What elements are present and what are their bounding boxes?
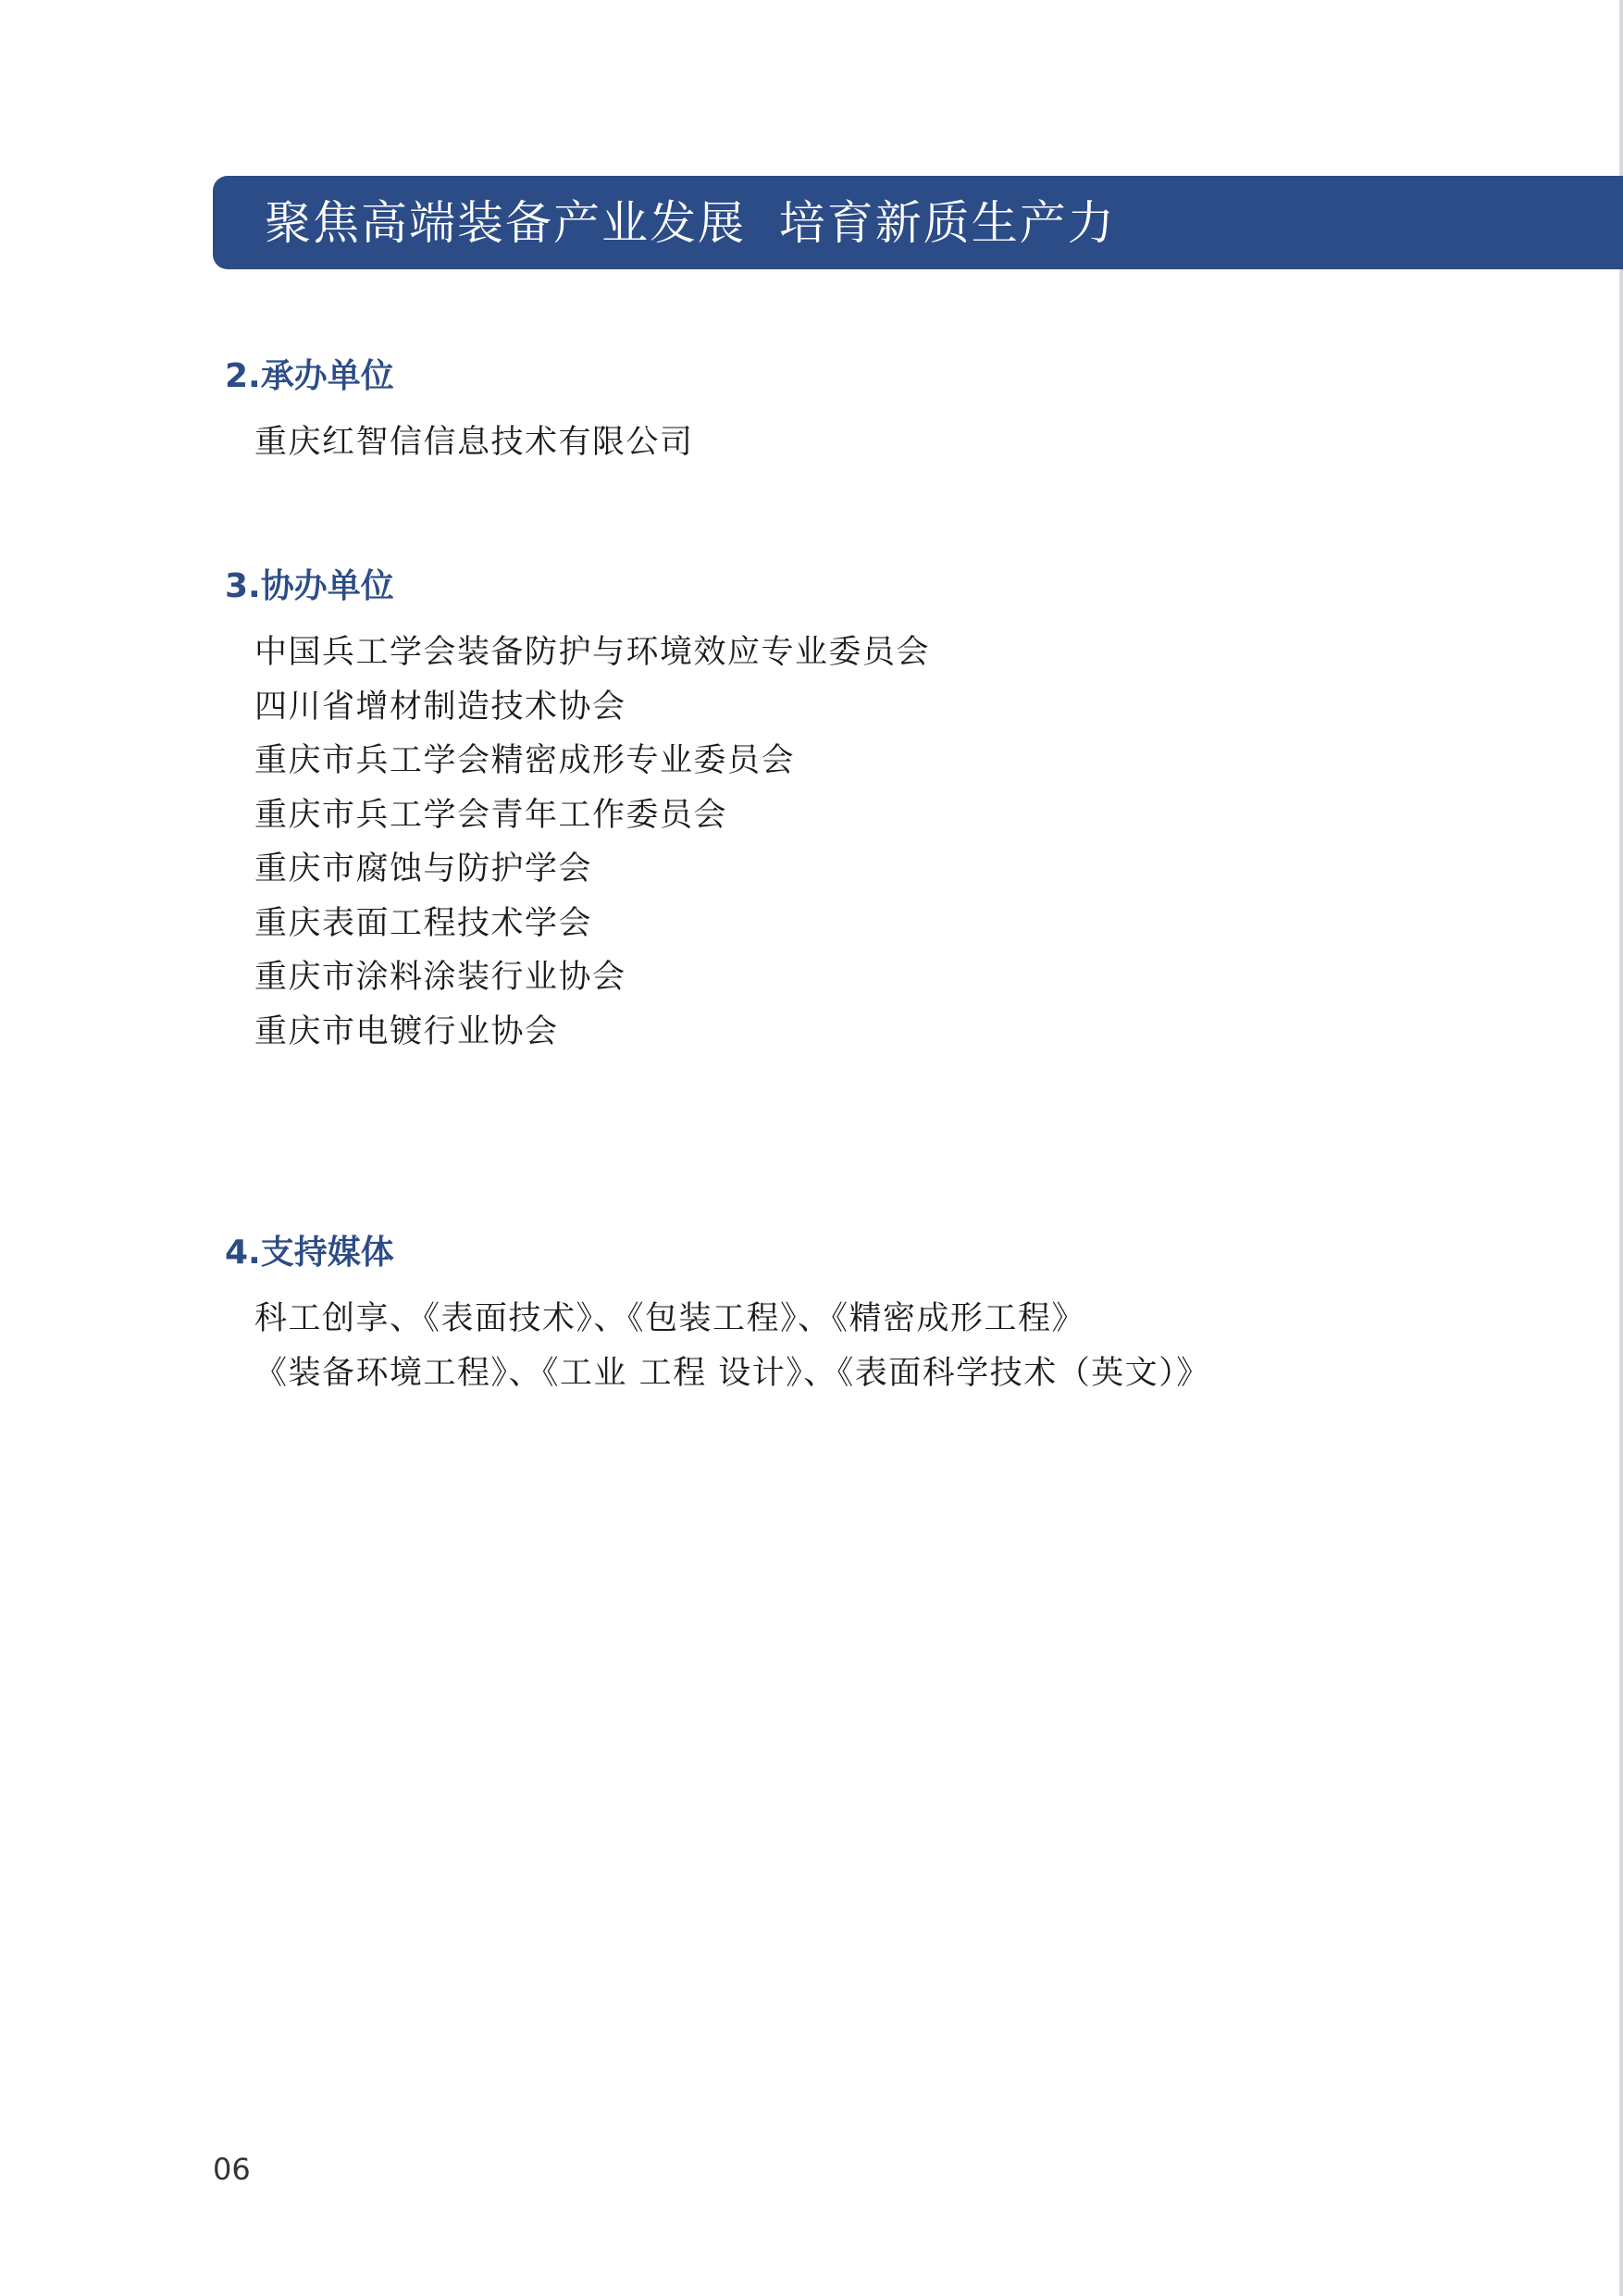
co-organizer-item: 重庆市电镀行业协会 [254,1012,559,1050]
section-heading: 3.协办单位 [225,567,394,605]
co-organizer-item: 重庆表面工程技术学会 [254,904,593,942]
section-body [225,626,930,1059]
co-organizer-item: 重庆市腐蚀与防护学会 [254,850,593,887]
section-organizer [225,354,694,470]
header-banner [213,176,1623,269]
page-number: 06 [213,2152,251,2187]
section-heading: 2.承办单位 [225,357,394,395]
section-supporting-media [225,1231,1210,1400]
co-organizer-item: 重庆市兵工学会青年工作委员会 [254,796,728,834]
co-organizer-item: 四川省增材制造技术协会 [254,688,626,726]
section-heading: 4.支持媒体 [225,1234,394,1272]
co-organizer-item: 中国兵工学会装备防护与环境效应专业委员会 [254,634,931,671]
section-body [225,1292,1210,1400]
page-edge-divider [1619,0,1623,2296]
organizer-item: 重庆红智信信息技术有限公司 [254,424,694,461]
media-line: 科工创享、《表面技术》、《包装工程》、《精密成形工程》 [254,1300,1086,1337]
co-organizer-item: 重庆市兵工学会精密成形专业委员会 [254,742,796,779]
section-body [225,416,694,470]
banner-title: 聚焦高端装备产业发展 培育新质生产力 [265,195,1116,250]
co-organizer-item: 重庆市涂料涂装行业协会 [254,959,626,996]
section-co-organizers [225,565,930,1059]
media-line: 《装备环境工程》、《工业 工程 设计》、《表面科学技术（英文）》 [254,1354,1210,1392]
